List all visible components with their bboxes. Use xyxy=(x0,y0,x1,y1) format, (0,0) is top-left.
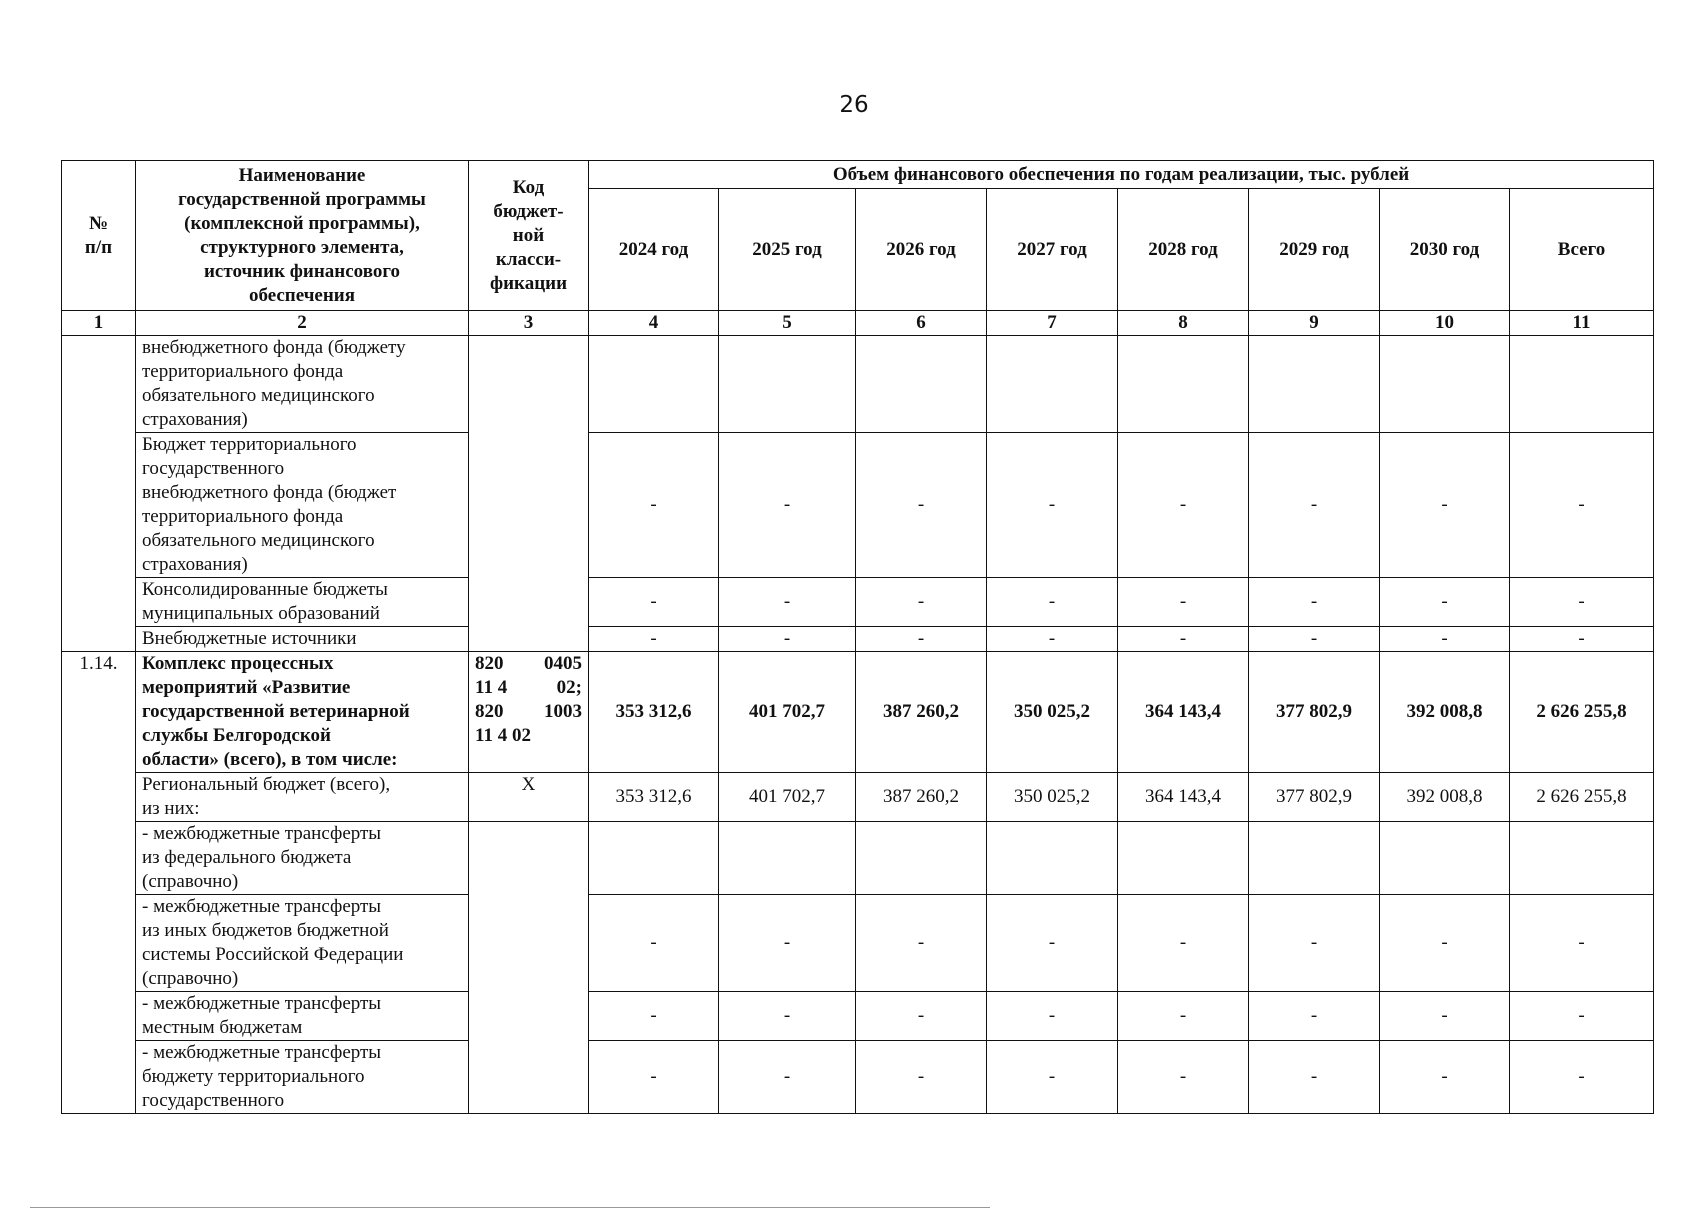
value-cell: 364 143,4 xyxy=(1118,773,1249,822)
value-total: - xyxy=(1510,895,1654,992)
value-cell: - xyxy=(856,578,987,627)
table-row xyxy=(62,822,1654,895)
code-part: 02; xyxy=(556,677,582,698)
value-cell: 353 312,6 xyxy=(589,652,719,773)
value-cell: - xyxy=(856,895,987,992)
header-year: 2024 год xyxy=(589,189,719,311)
row-name: - межбюджетные трансферты из иных бюджетов бюджетной системы Российской Федерации (справочно) xyxy=(136,895,469,992)
value-cell: - xyxy=(1118,992,1249,1041)
row-index xyxy=(62,336,136,652)
value-cell: - xyxy=(719,578,856,627)
header-year: 2029 год xyxy=(1249,189,1380,311)
value-cell xyxy=(1118,336,1249,433)
value-cell: - xyxy=(1118,578,1249,627)
value-cell: - xyxy=(719,433,856,578)
value-cell: - xyxy=(1380,895,1510,992)
row-code xyxy=(469,336,589,652)
value-cell: - xyxy=(1118,627,1249,652)
code-part: 820 xyxy=(475,701,504,722)
header-code: Код бюджет- ной класси- фикации xyxy=(469,161,589,311)
header-year: 2026 год xyxy=(856,189,987,311)
value-cell: - xyxy=(1118,895,1249,992)
value-cell: - xyxy=(1249,1041,1380,1114)
header-total: Всего xyxy=(1510,189,1654,311)
header-year: 2027 год xyxy=(987,189,1118,311)
table-row xyxy=(62,992,1654,1041)
value-total: - xyxy=(1510,433,1654,578)
column-number: 9 xyxy=(1249,311,1380,336)
table-row xyxy=(62,773,1654,822)
value-cell: 377 802,9 xyxy=(1249,652,1380,773)
value-total xyxy=(1510,336,1654,433)
value-cell: - xyxy=(589,578,719,627)
table-row xyxy=(62,578,1654,627)
value-cell xyxy=(1380,822,1510,895)
value-cell: - xyxy=(1380,578,1510,627)
table-row xyxy=(62,433,1654,578)
column-number: 4 xyxy=(589,311,719,336)
header-name: Наименование государственной программы (комплексной программы), структурного элемента, источник финансового обеспечения xyxy=(136,161,469,311)
value-total: 2 626 255,8 xyxy=(1510,773,1654,822)
value-cell xyxy=(856,336,987,433)
header-num: № п/п xyxy=(62,161,136,311)
value-cell: - xyxy=(1249,578,1380,627)
column-number: 6 xyxy=(856,311,987,336)
table-row xyxy=(62,336,1654,433)
value-cell: 401 702,7 xyxy=(719,773,856,822)
header-volume: Объем финансового обеспечения по годам реализации, тыс. рублей xyxy=(589,161,1654,189)
row-code xyxy=(469,652,589,773)
row-name: Внебюджетные источники xyxy=(136,627,469,652)
value-cell: - xyxy=(1380,433,1510,578)
value-cell: - xyxy=(1118,433,1249,578)
column-number: 5 xyxy=(719,311,856,336)
value-cell: - xyxy=(589,992,719,1041)
page-number: 26 xyxy=(839,92,869,118)
table-row xyxy=(62,895,1654,992)
value-cell: 353 312,6 xyxy=(589,773,719,822)
row-name: Комплекс процессных мероприятий «Развитие государственной ветеринарной службы Белгородской области» (всего), в том числе: xyxy=(136,652,469,773)
row-name: - межбюджетные трансферты из федерального бюджета (справочно) xyxy=(136,822,469,895)
value-cell: - xyxy=(987,578,1118,627)
value-cell: - xyxy=(1380,627,1510,652)
value-cell: 350 025,2 xyxy=(987,652,1118,773)
code-part: 11 4 xyxy=(475,677,508,698)
column-numbers-row xyxy=(62,311,1654,336)
row-name: - межбюджетные трансферты местным бюджетам xyxy=(136,992,469,1041)
value-cell: - xyxy=(1249,433,1380,578)
financing-table xyxy=(61,160,1654,1114)
column-number: 2 xyxy=(136,311,469,336)
table-row xyxy=(62,1041,1654,1114)
header-year: 2028 год xyxy=(1118,189,1249,311)
value-cell: - xyxy=(856,433,987,578)
value-cell: 350 025,2 xyxy=(987,773,1118,822)
value-cell: - xyxy=(987,895,1118,992)
value-cell: - xyxy=(1118,1041,1249,1114)
value-total: - xyxy=(1510,992,1654,1041)
value-total xyxy=(1510,822,1654,895)
value-cell xyxy=(1249,822,1380,895)
value-cell xyxy=(1249,336,1380,433)
value-cell: - xyxy=(1249,992,1380,1041)
value-cell: - xyxy=(1249,895,1380,992)
value-cell: - xyxy=(719,1041,856,1114)
value-cell: - xyxy=(589,1041,719,1114)
table-row xyxy=(62,652,1654,773)
header-year: 2030 год xyxy=(1380,189,1510,311)
value-total: - xyxy=(1510,627,1654,652)
value-cell: 364 143,4 xyxy=(1118,652,1249,773)
value-cell: 392 008,8 xyxy=(1380,652,1510,773)
value-cell: - xyxy=(856,627,987,652)
column-number: 1 xyxy=(62,311,136,336)
value-cell: - xyxy=(987,627,1118,652)
column-number: 10 xyxy=(1380,311,1510,336)
value-cell: 387 260,2 xyxy=(856,773,987,822)
row-name: - межбюджетные трансферты бюджету территориального государственного xyxy=(136,1041,469,1114)
value-cell xyxy=(589,336,719,433)
value-total: - xyxy=(1510,578,1654,627)
header-year: 2025 год xyxy=(719,189,856,311)
value-cell: - xyxy=(1380,992,1510,1041)
value-cell: - xyxy=(987,433,1118,578)
table-row xyxy=(62,627,1654,652)
value-total: 2 626 255,8 xyxy=(1510,652,1654,773)
column-number: 11 xyxy=(1510,311,1654,336)
value-cell xyxy=(719,822,856,895)
value-cell: - xyxy=(1249,627,1380,652)
code-part: 820 xyxy=(475,653,504,674)
value-cell xyxy=(987,822,1118,895)
value-cell: - xyxy=(987,992,1118,1041)
row-code xyxy=(469,822,589,1114)
value-cell: - xyxy=(719,895,856,992)
row-name: Региональный бюджет (всего), из них: xyxy=(136,773,469,822)
value-cell xyxy=(987,336,1118,433)
code-part: 0405 xyxy=(544,653,582,674)
value-cell: - xyxy=(719,627,856,652)
row-index: 1.14. xyxy=(62,652,136,1114)
value-cell: - xyxy=(856,1041,987,1114)
table-body xyxy=(62,311,1654,1114)
column-number: 7 xyxy=(987,311,1118,336)
value-cell: - xyxy=(589,627,719,652)
value-cell xyxy=(589,822,719,895)
value-cell: 392 008,8 xyxy=(1380,773,1510,822)
row-code: X xyxy=(469,773,589,822)
value-cell xyxy=(719,336,856,433)
value-cell: - xyxy=(987,1041,1118,1114)
value-cell: 401 702,7 xyxy=(719,652,856,773)
row-name: внебюджетного фонда (бюджету территориального фонда обязательного медицинского страхования) xyxy=(136,336,469,433)
value-cell: - xyxy=(856,992,987,1041)
column-number: 8 xyxy=(1118,311,1249,336)
value-cell xyxy=(856,822,987,895)
row-name: Консолидированные бюджеты муниципальных образований xyxy=(136,578,469,627)
value-cell: 387 260,2 xyxy=(856,652,987,773)
value-cell xyxy=(1118,822,1249,895)
row-name: Бюджет территориального государственного внебюджетного фонда (бюджет территориального фонда обязательного медицинского страхования) xyxy=(136,433,469,578)
column-number: 3 xyxy=(469,311,589,336)
value-cell: - xyxy=(719,992,856,1041)
value-total: - xyxy=(1510,1041,1654,1114)
value-cell: 377 802,9 xyxy=(1249,773,1380,822)
value-cell: - xyxy=(589,433,719,578)
code-part: 11 4 02 xyxy=(475,725,531,746)
value-cell: - xyxy=(1380,1041,1510,1114)
code-part: 1003 xyxy=(544,701,582,722)
value-cell xyxy=(1380,336,1510,433)
value-cell: - xyxy=(589,895,719,992)
